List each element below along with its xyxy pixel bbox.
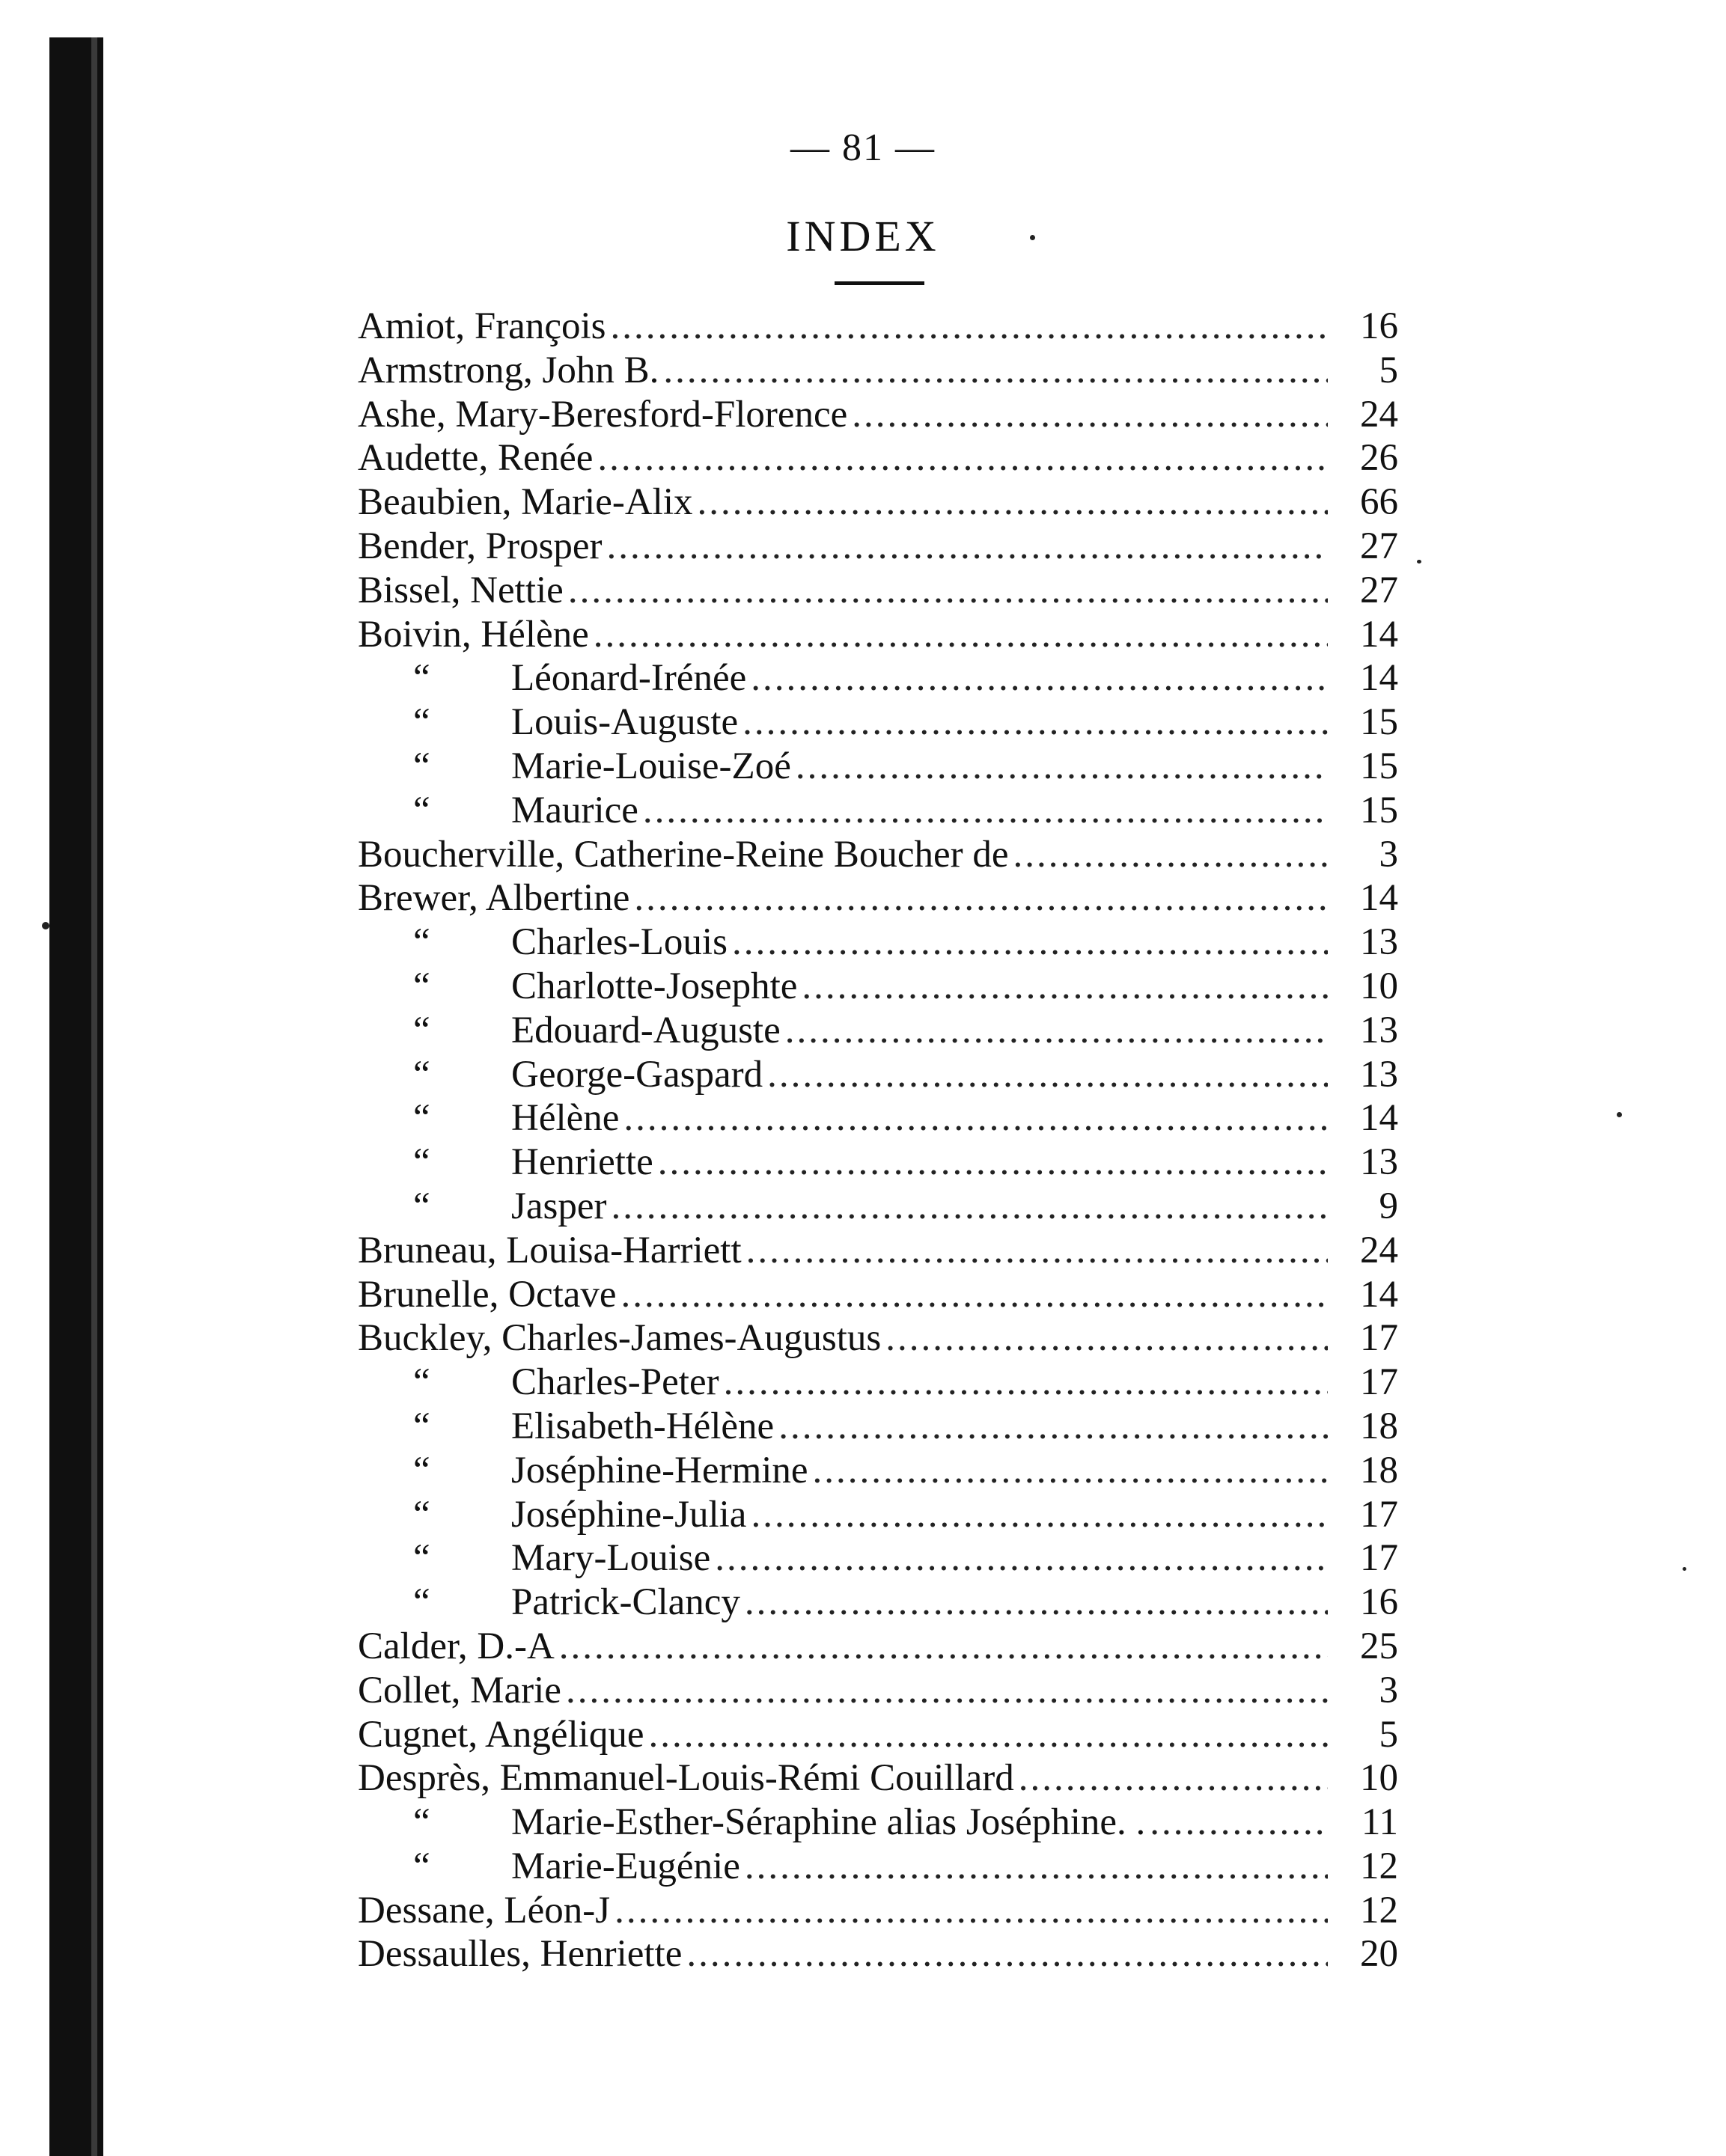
index-entry bbox=[358, 613, 1398, 657]
ditto-mark: “ bbox=[413, 1185, 430, 1227]
dot-leader bbox=[615, 1889, 1328, 1933]
dot-leader bbox=[745, 1845, 1328, 1889]
index-entry-page: 5 bbox=[1379, 1713, 1398, 1756]
index-entry-name: Charles-Peter bbox=[511, 1361, 719, 1404]
index-entry-page: 11 bbox=[1361, 1801, 1398, 1844]
index-entry-page: 15 bbox=[1360, 789, 1398, 831]
index-entry-name: Dessaulles, Henriette bbox=[358, 1933, 683, 1976]
index-entry-name-cell bbox=[358, 1493, 746, 1537]
page-speck bbox=[1417, 560, 1421, 564]
index-entry-page: 9 bbox=[1379, 1185, 1398, 1227]
index-entry bbox=[358, 1536, 1398, 1581]
index-entry-name-cell bbox=[358, 700, 738, 745]
index-entry bbox=[358, 1096, 1398, 1140]
index-entry-name-cell bbox=[358, 1756, 1014, 1801]
index-entry bbox=[358, 1316, 1398, 1361]
dot-leader bbox=[852, 393, 1328, 437]
index-entry-page: 5 bbox=[1379, 349, 1398, 391]
dot-leader bbox=[732, 920, 1328, 965]
index-entry-name-cell bbox=[358, 789, 638, 833]
index-entry-name-cell bbox=[358, 613, 589, 657]
index-entry-name: Calder, D.-A bbox=[358, 1625, 555, 1667]
index-entry-page: 15 bbox=[1360, 701, 1398, 744]
page-speck bbox=[1683, 1567, 1686, 1571]
page-speck bbox=[42, 922, 49, 929]
index-entry-name: Charles-Louis bbox=[511, 921, 728, 964]
index-entry-page: 16 bbox=[1360, 1581, 1398, 1624]
index-entry-name: Henriette bbox=[511, 1141, 653, 1184]
ditto-mark: “ bbox=[413, 1449, 430, 1491]
index-entry-name-cell bbox=[358, 1009, 781, 1053]
index-entry-name-cell bbox=[358, 349, 659, 393]
dot-leader bbox=[885, 1316, 1328, 1361]
index-entry bbox=[358, 1713, 1398, 1757]
index-entry-name: Jasper bbox=[511, 1185, 607, 1227]
index-entry bbox=[358, 1493, 1398, 1537]
book-binding-edge bbox=[49, 37, 103, 2156]
index-entry-name: Cugnet, Angélique bbox=[358, 1713, 644, 1756]
index-entry-name: Charlotte-Josephte bbox=[511, 965, 798, 1007]
index-entry-name: Collet, Marie bbox=[358, 1669, 561, 1711]
dot-leader bbox=[611, 1185, 1328, 1229]
index-entry-name-cell bbox=[358, 436, 593, 480]
dot-leader bbox=[767, 1053, 1328, 1097]
dot-leader bbox=[559, 1625, 1328, 1669]
index-entry bbox=[358, 920, 1398, 965]
index-entry bbox=[358, 1581, 1398, 1625]
index-entry-name-cell bbox=[358, 569, 564, 613]
index-entry-name: Edouard-Auguste bbox=[511, 1009, 781, 1051]
index-entry-page: 16 bbox=[1360, 305, 1398, 347]
index-entry-name-cell bbox=[358, 480, 693, 525]
index-entry bbox=[358, 1889, 1398, 1933]
index-entry-name: Amiot, François bbox=[358, 305, 606, 347]
dot-leader bbox=[594, 613, 1328, 657]
dot-leader bbox=[813, 1449, 1328, 1493]
index-entry-name-cell bbox=[358, 1581, 740, 1625]
index-entry bbox=[358, 525, 1398, 569]
ditto-mark: “ bbox=[413, 1405, 430, 1447]
index-entry bbox=[358, 1361, 1398, 1405]
index-entry bbox=[358, 1625, 1398, 1669]
dot-leader bbox=[715, 1536, 1328, 1581]
index-entry bbox=[358, 436, 1398, 480]
index-entry-name-cell bbox=[358, 965, 797, 1009]
dot-leader bbox=[1150, 1801, 1328, 1845]
index-entry-page: 27 bbox=[1360, 569, 1398, 611]
ditto-mark: “ bbox=[413, 1801, 430, 1844]
index-entry-name: Buckley, Charles-James-Augustus bbox=[358, 1317, 882, 1360]
index-entry bbox=[358, 349, 1398, 393]
dot-leader bbox=[742, 700, 1328, 745]
index-entry-name: Joséphine-Julia bbox=[511, 1493, 747, 1536]
index-entry bbox=[358, 1801, 1398, 1845]
index-entry-name: Elisabeth-Hélène bbox=[511, 1405, 775, 1447]
index-entry-name-cell bbox=[358, 1625, 555, 1669]
ditto-mark: “ bbox=[413, 1581, 430, 1624]
index-entry bbox=[358, 656, 1398, 700]
index-title: INDEX bbox=[786, 212, 940, 260]
index-entry-name-cell bbox=[358, 305, 606, 349]
index-entry-name: Brewer, Albertine bbox=[358, 877, 630, 920]
index-entry-name: Ashe, Mary-Beresford-Florence bbox=[358, 393, 848, 436]
index-entry-name: Marie-Louise-Zoé bbox=[511, 745, 791, 787]
ditto-mark: “ bbox=[413, 1537, 430, 1580]
index-entry-name: Marie-Eugénie bbox=[511, 1845, 740, 1887]
index-entry-name: Hélène bbox=[511, 1097, 620, 1140]
index-entry-page: 10 bbox=[1360, 1757, 1398, 1800]
index-entry bbox=[358, 1229, 1398, 1273]
dot-leader bbox=[751, 656, 1328, 700]
index-entry-page: 14 bbox=[1360, 877, 1398, 920]
index-entry-page: 14 bbox=[1360, 1097, 1398, 1140]
index-entry-page: 17 bbox=[1360, 1317, 1398, 1360]
ditto-mark: “ bbox=[413, 701, 430, 744]
index-entry-page: 12 bbox=[1360, 1889, 1398, 1931]
index-entry-name: Dessane, Léon-J bbox=[358, 1889, 611, 1931]
ditto-mark: “ bbox=[413, 1141, 430, 1184]
index-entry-name: Mary-Louise bbox=[511, 1537, 711, 1580]
ditto-mark: “ bbox=[413, 1493, 430, 1536]
index-entry-name-cell bbox=[358, 1185, 606, 1229]
index-entry-name: Armstrong, John B. bbox=[358, 349, 659, 391]
index-entry-name-cell bbox=[358, 656, 746, 700]
index-entry-page: 14 bbox=[1360, 1273, 1398, 1316]
index-entry bbox=[358, 965, 1398, 1009]
index-entry-name-cell bbox=[358, 1889, 610, 1933]
index-entry-name-cell bbox=[358, 1096, 619, 1140]
dot-leader bbox=[566, 1669, 1328, 1713]
ditto-mark: “ bbox=[413, 1097, 430, 1140]
index-entry-name-cell bbox=[358, 525, 603, 569]
index-entry bbox=[358, 569, 1398, 613]
ditto-mark: “ bbox=[413, 745, 430, 787]
index-entry-page: 26 bbox=[1360, 437, 1398, 480]
index-entry bbox=[358, 1449, 1398, 1493]
index-entry-name-cell bbox=[358, 1669, 561, 1713]
index-entry-name-cell bbox=[358, 1405, 774, 1449]
index-entry-page: 12 bbox=[1360, 1845, 1398, 1887]
index-entry-page: 25 bbox=[1360, 1625, 1398, 1667]
dot-leader bbox=[785, 1009, 1328, 1053]
index-entry-page: 14 bbox=[1360, 613, 1398, 656]
dot-leader bbox=[751, 1493, 1328, 1537]
index-entry-name-cell bbox=[358, 833, 1009, 877]
dot-leader bbox=[686, 1932, 1328, 1976]
index-entry bbox=[358, 1845, 1398, 1889]
ditto-mark: “ bbox=[413, 1053, 430, 1096]
dot-leader bbox=[746, 1229, 1328, 1273]
index-entry-name-cell bbox=[358, 393, 847, 437]
ditto-mark: “ bbox=[413, 657, 430, 700]
ditto-mark: “ bbox=[413, 1009, 430, 1051]
index-entry-page: 13 bbox=[1360, 1009, 1398, 1051]
index-entry bbox=[358, 480, 1398, 525]
index-entry-name-cell bbox=[358, 1361, 719, 1405]
ditto-mark: “ bbox=[413, 965, 430, 1007]
index-entry-page: 24 bbox=[1360, 1229, 1398, 1271]
index-entry bbox=[358, 393, 1398, 437]
index-entry-page: 17 bbox=[1360, 1537, 1398, 1580]
index-entry-name-cell bbox=[358, 1316, 881, 1361]
dot-leader bbox=[1013, 833, 1328, 877]
index-entry-name: Audette, Renée bbox=[358, 437, 594, 480]
index-entry-page: 13 bbox=[1360, 1141, 1398, 1184]
index-entry bbox=[358, 1405, 1398, 1449]
index-entry-name: Brunelle, Octave bbox=[358, 1273, 617, 1316]
index-entry bbox=[358, 1932, 1398, 1976]
dot-leader bbox=[597, 436, 1328, 480]
index-entry-name-cell bbox=[358, 1140, 653, 1185]
index-entry-page: 18 bbox=[1360, 1405, 1398, 1447]
index-entry-page: 13 bbox=[1360, 1053, 1398, 1096]
dot-leader bbox=[610, 305, 1328, 349]
dot-leader bbox=[658, 1140, 1328, 1185]
page-speck bbox=[1617, 1112, 1622, 1117]
ditto-mark: “ bbox=[413, 921, 430, 964]
index-entry bbox=[358, 1273, 1398, 1317]
index-entry-name: Desprès, Emmanuel-Louis-Rémi Couillard bbox=[358, 1757, 1014, 1800]
index-entry bbox=[358, 789, 1398, 833]
index-entry bbox=[358, 1756, 1398, 1801]
title-rule bbox=[835, 281, 924, 285]
index-entry bbox=[358, 700, 1398, 745]
index-entry-name-cell bbox=[358, 876, 629, 920]
dot-leader bbox=[607, 525, 1328, 569]
index-entry-name: Beaubien, Marie-Alix bbox=[358, 481, 693, 524]
ditto-mark: “ bbox=[413, 1845, 430, 1887]
dot-leader bbox=[643, 789, 1328, 833]
index-entry bbox=[358, 833, 1398, 877]
index-entry-name: Bissel, Nettie bbox=[358, 569, 564, 611]
index-entry-name-cell bbox=[358, 1536, 710, 1581]
index-entry-page: 15 bbox=[1360, 745, 1398, 787]
dot-leader bbox=[648, 1713, 1328, 1757]
dot-leader bbox=[663, 349, 1328, 393]
index-entry-page: 20 bbox=[1360, 1933, 1398, 1976]
index-entry-page: 17 bbox=[1360, 1361, 1398, 1404]
index-entry-name-cell bbox=[358, 1932, 682, 1976]
dot-leader bbox=[745, 1581, 1328, 1625]
page-number: — 81 — bbox=[790, 126, 936, 169]
index-entry bbox=[358, 745, 1398, 789]
dot-leader bbox=[698, 480, 1328, 525]
index-entry bbox=[358, 876, 1398, 920]
index-entry-page: 17 bbox=[1360, 1493, 1398, 1536]
index-entry-name: Bruneau, Louisa-Harriett bbox=[358, 1229, 742, 1271]
index-entry bbox=[358, 305, 1398, 349]
index-entry bbox=[358, 1669, 1398, 1713]
index-entry-page: 66 bbox=[1360, 481, 1398, 524]
index-entry-name-cell bbox=[358, 1713, 644, 1757]
index-entry-page: 18 bbox=[1360, 1449, 1398, 1491]
dot-leader bbox=[778, 1405, 1328, 1449]
dot-leader bbox=[568, 569, 1328, 613]
dot-leader bbox=[634, 876, 1328, 920]
dot-leader bbox=[621, 1273, 1328, 1317]
index-list bbox=[358, 305, 1398, 1976]
index-entry-name-cell bbox=[358, 1801, 1145, 1845]
index-entry-name: George-Gaspard bbox=[511, 1053, 763, 1096]
index-entry-name-cell bbox=[358, 1273, 617, 1317]
index-entry bbox=[358, 1140, 1398, 1185]
index-entry-name-cell bbox=[358, 745, 791, 789]
dot-leader bbox=[796, 745, 1328, 789]
ditto-mark: “ bbox=[413, 1361, 430, 1404]
index-entry-name-cell bbox=[358, 1845, 740, 1889]
index-entry bbox=[358, 1009, 1398, 1053]
index-entry-name: Boucherville, Catherine-Reine Boucher de bbox=[358, 833, 1009, 876]
index-entry-page: 3 bbox=[1379, 833, 1398, 876]
index-entry-name-cell bbox=[358, 1053, 763, 1097]
index-entry bbox=[358, 1053, 1398, 1097]
index-entry-page: 14 bbox=[1360, 657, 1398, 700]
index-entry-name: Boivin, Hélène bbox=[358, 613, 589, 656]
index-entry-page: 13 bbox=[1360, 921, 1398, 964]
index-entry-name: Louis-Auguste bbox=[511, 701, 739, 744]
index-entry-page: 3 bbox=[1379, 1669, 1398, 1711]
index-entry-name: Léonard-Irénée bbox=[511, 657, 747, 700]
index-entry-name: Joséphine-Hermine bbox=[511, 1449, 808, 1491]
index-entry-name: Marie-Esther-Séraphine alias Joséphine. . bbox=[511, 1801, 1146, 1844]
index-entry-name: Maurice bbox=[511, 789, 638, 831]
index-entry-page: 27 bbox=[1360, 525, 1398, 567]
index-entry-name-cell bbox=[358, 1449, 808, 1493]
dot-leader bbox=[1019, 1756, 1328, 1801]
dot-leader bbox=[623, 1096, 1328, 1140]
ditto-mark: “ bbox=[413, 789, 430, 831]
index-entry-name: Bender, Prosper bbox=[358, 525, 603, 567]
dot-leader bbox=[724, 1361, 1328, 1405]
dot-leader bbox=[802, 965, 1328, 1009]
index-entry-page: 24 bbox=[1360, 393, 1398, 436]
index-entry-name-cell bbox=[358, 920, 728, 965]
index-entry-name: Patrick-Clancy bbox=[511, 1581, 740, 1624]
index-entry bbox=[358, 1185, 1398, 1229]
index-entry-name-cell bbox=[358, 1229, 742, 1273]
index-entry-page: 10 bbox=[1360, 965, 1398, 1007]
